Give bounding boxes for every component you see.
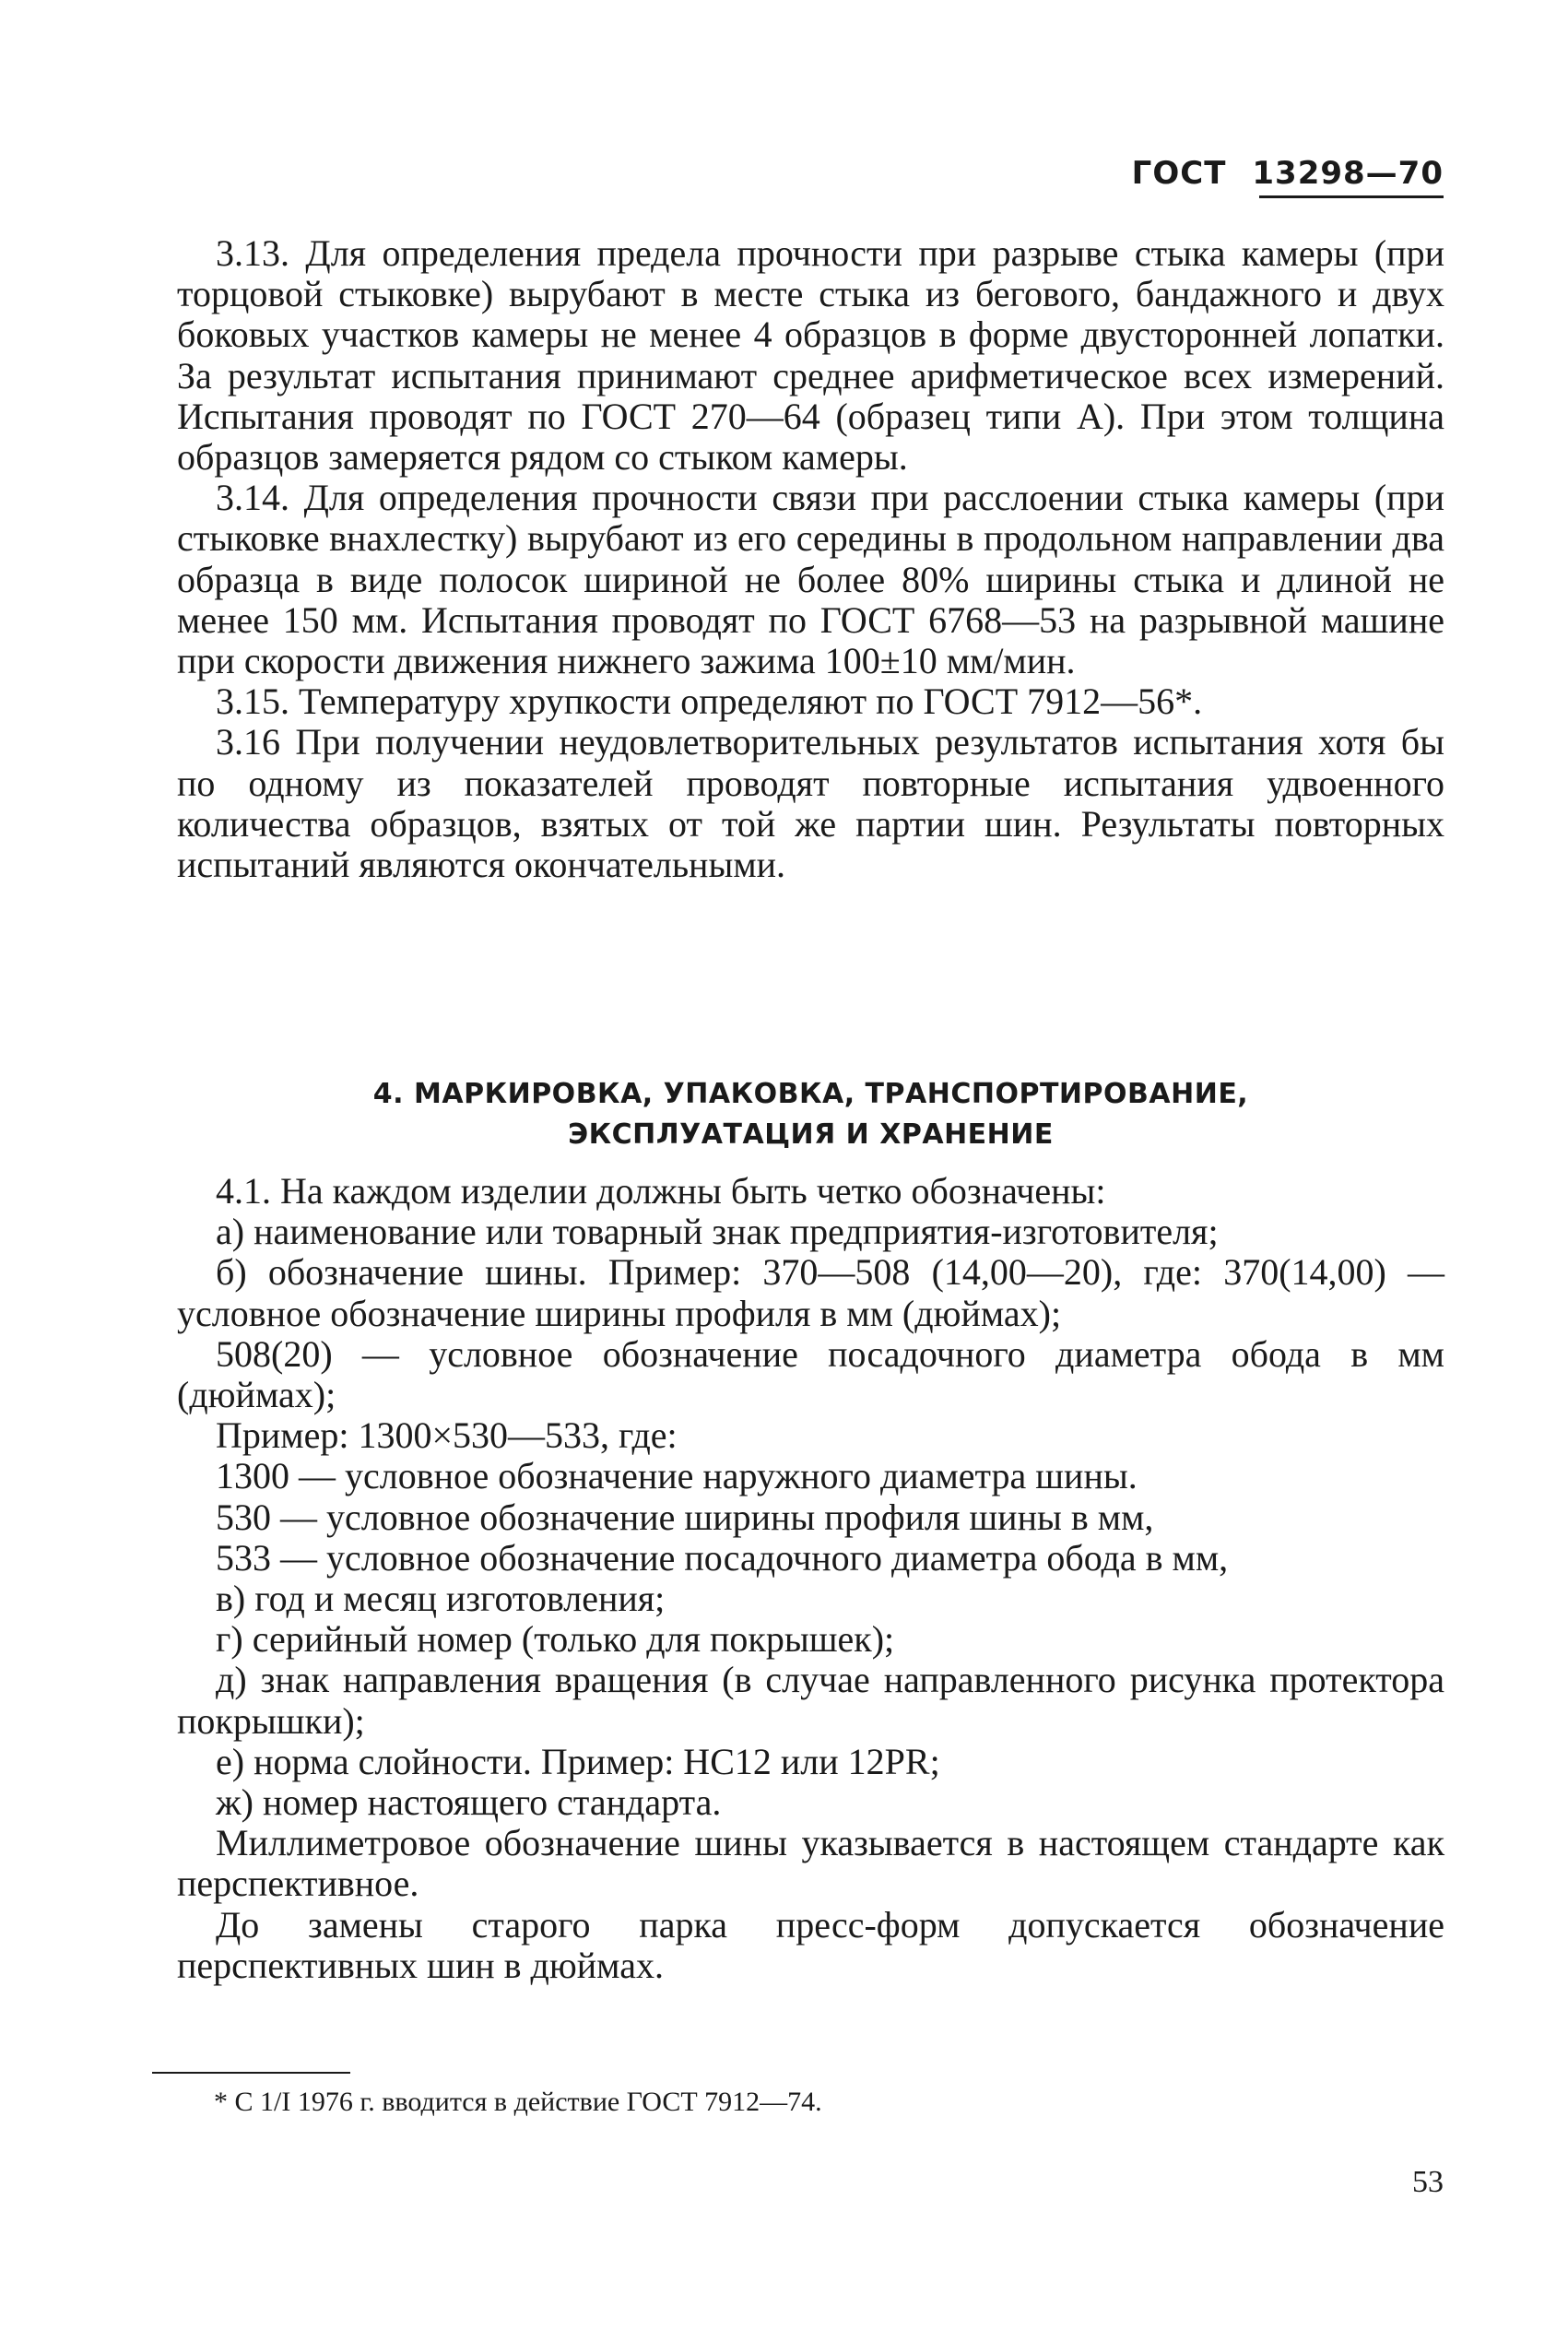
footnote: * С 1/I 1976 г. вводится в действие ГОСТ 7912—74. (214, 2087, 822, 2117)
paragraph-3-13: 3.13. Для определения предела прочности при разрыве стыка камеры (при торцовой стыковке) вырубают в месте стыка из бегового, бандажного и двух боковых участков камеры не менее 4 образцов в форме двусторонней лопатки. За результат испытания принимают среднее арифметическое всех измерений. Испытания проводят по ГОСТ 270—64 (образец типи А). При этом толщина образцов замеряется рядом со стыком камеры. (177, 232, 1444, 479)
list-item-g: г) серийный номер (только для покрышек); (216, 1618, 895, 1661)
paragraph-3-14: 3.14. Для определения прочности связи при расслоении стыка камеры (при стыковке внахлестку) вырубают из его середины в продольном направлении два образца в виде полосок шириной не более 80% ширины стыка и длиной не менее 150 мм. Испытания проводят по ГОСТ 6768—53 на разрывной машине при скорости движения нижнего зажима 100±10 мм/мин. (177, 477, 1444, 682)
paragraph-3-15: 3.15. Температуру хрупкости определяют по ГОСТ 7912—56*. (216, 680, 1203, 723)
paragraph-3-16: 3.16 При получении неудовлетворительных результатов испытания хотя бы по одному из показателей проводят повторные испытания удвоенного количества образцов, взятых от той же партии шин. Результаты повторных испытаний являются окончательными. (177, 721, 1444, 886)
list-item-a: а) наименование или товарный знак предприятия-изготовителя; (216, 1211, 1219, 1253)
running-header (1132, 155, 1444, 192)
list-item-e: е) норма слойности. Пример: НС12 или 12PR; (216, 1740, 940, 1782)
example-1300-desc: 1300 — условное обозначение наружного диаметра шины. (216, 1455, 1138, 1497)
paragraph-inch-designation: До замены старого парка пресс-форм допускается обозначение перспективных шин в дюймах. (177, 1903, 1444, 1986)
section-4-title (177, 1074, 1444, 1155)
header-standard-number: 13298—70 (1252, 155, 1444, 192)
example-508: 508(20) — условное обозначение посадочного диаметра обода в мм (дюймах); (177, 1332, 1444, 1416)
list-item-v: в) год и месяц изготовления; (216, 1578, 666, 1620)
section-4-text (177, 1171, 1444, 1986)
footnote-rule (152, 2072, 350, 2074)
example-530-desc: 530 — условное обозначение ширины профиля шины в мм, (216, 1496, 1154, 1538)
example-1300: Пример: 1300×530—533, где: (216, 1414, 678, 1457)
section-title-line-1: 4. МАРКИРОВКА, УПАКОВКА, ТРАНСПОРТИРОВАНИЕ, (372, 1078, 1249, 1110)
paragraph-4-1: 4.1. На каждом изделии должны быть четко обозначены: (216, 1170, 1106, 1212)
section-title-line-2: ЭКСПЛУАТАЦИЯ И ХРАНЕНИЕ (568, 1118, 1054, 1151)
example-533-desc: 533 — условное обозначение посадочного диаметра обода в мм, (216, 1536, 1229, 1579)
header-rule (1259, 195, 1444, 198)
list-item-d: д) знак направления вращения (в случае направленного рисунка протектора покрышки); (177, 1659, 1444, 1742)
header-label: ГОСТ (1131, 155, 1227, 192)
list-item-b: б) обозначение шины. Пример: 370—508 (14,00—20), где: 370(14,00) — условное обозначение ширины профиля в мм (дюймах); (177, 1251, 1444, 1334)
page-number: 53 (1412, 2165, 1444, 2199)
paragraph-metric-designation: Миллиметровое обозначение шины указывается в настоящем стандарте как перспективное. (177, 1822, 1444, 1905)
section-3-text (177, 233, 1444, 885)
list-item-zh: ж) номер настоящего стандарта. (216, 1781, 722, 1824)
